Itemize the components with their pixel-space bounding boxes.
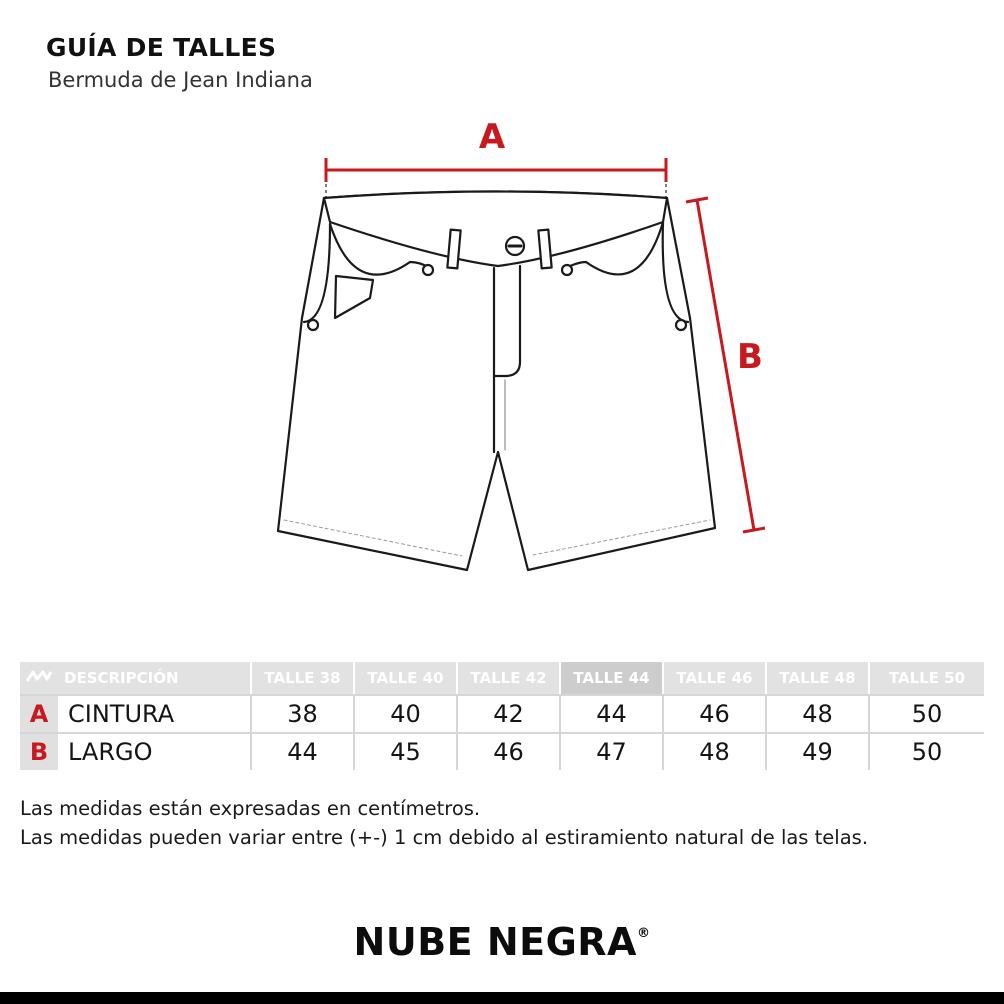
dimension-b-label: B	[737, 337, 763, 377]
measurement-notes	[20, 794, 868, 852]
note-line: Las medidas pueden variar entre (+-) 1 cm debido al estiramiento natural de las telas.	[20, 826, 869, 849]
table-cell: 40	[355, 694, 458, 732]
nube-negra-logo-icon	[25, 669, 53, 683]
column-header-size: TALLE 50	[870, 662, 984, 694]
table-row	[20, 732, 984, 770]
table-cell: 44	[252, 732, 355, 770]
table-row	[20, 694, 984, 732]
table-cell: 49	[767, 732, 870, 770]
table-cell: 42	[458, 694, 561, 732]
table-cell: 38	[252, 694, 355, 732]
row-letter: A	[20, 694, 58, 732]
table-cell: 46	[664, 694, 767, 732]
table-cell: 50	[870, 694, 984, 732]
row-letter: B	[20, 732, 58, 770]
column-header-description: DESCRIPCIÓN	[58, 662, 252, 694]
size-table-header	[20, 662, 984, 694]
table-cell: 48	[767, 694, 870, 732]
table-cell: 45	[355, 732, 458, 770]
column-header-size: TALLE 42	[458, 662, 561, 694]
column-header-size: TALLE 46	[664, 662, 767, 694]
page-title: GUÍA DE TALLES	[46, 33, 277, 62]
table-cell: 44	[561, 694, 664, 732]
brand-name: NUBE NEGRA	[353, 920, 637, 964]
table-cell: 47	[561, 732, 664, 770]
shorts-outline	[278, 192, 715, 571]
dimension-a-label: A	[478, 117, 506, 157]
row-label: CINTURA	[58, 694, 252, 732]
registered-mark: ®	[636, 926, 651, 941]
table-cell: 48	[664, 732, 767, 770]
column-header-size: TALLE 40	[355, 662, 458, 694]
column-header-size: TALLE 44	[561, 662, 664, 694]
note-line: Las medidas están expresadas en centímetros.	[20, 797, 481, 820]
size-table	[20, 662, 984, 770]
row-label: LARGO	[58, 732, 252, 770]
column-header-size: TALLE 38	[252, 662, 355, 694]
brand-logo	[0, 920, 1004, 964]
brand-logo-cell	[20, 662, 58, 694]
column-header-size: TALLE 48	[767, 662, 870, 694]
product-name: Bermuda de Jean Indiana	[48, 68, 313, 92]
footer-bar	[0, 992, 1004, 1004]
table-cell: 46	[458, 732, 561, 770]
table-cell: 50	[870, 732, 984, 770]
